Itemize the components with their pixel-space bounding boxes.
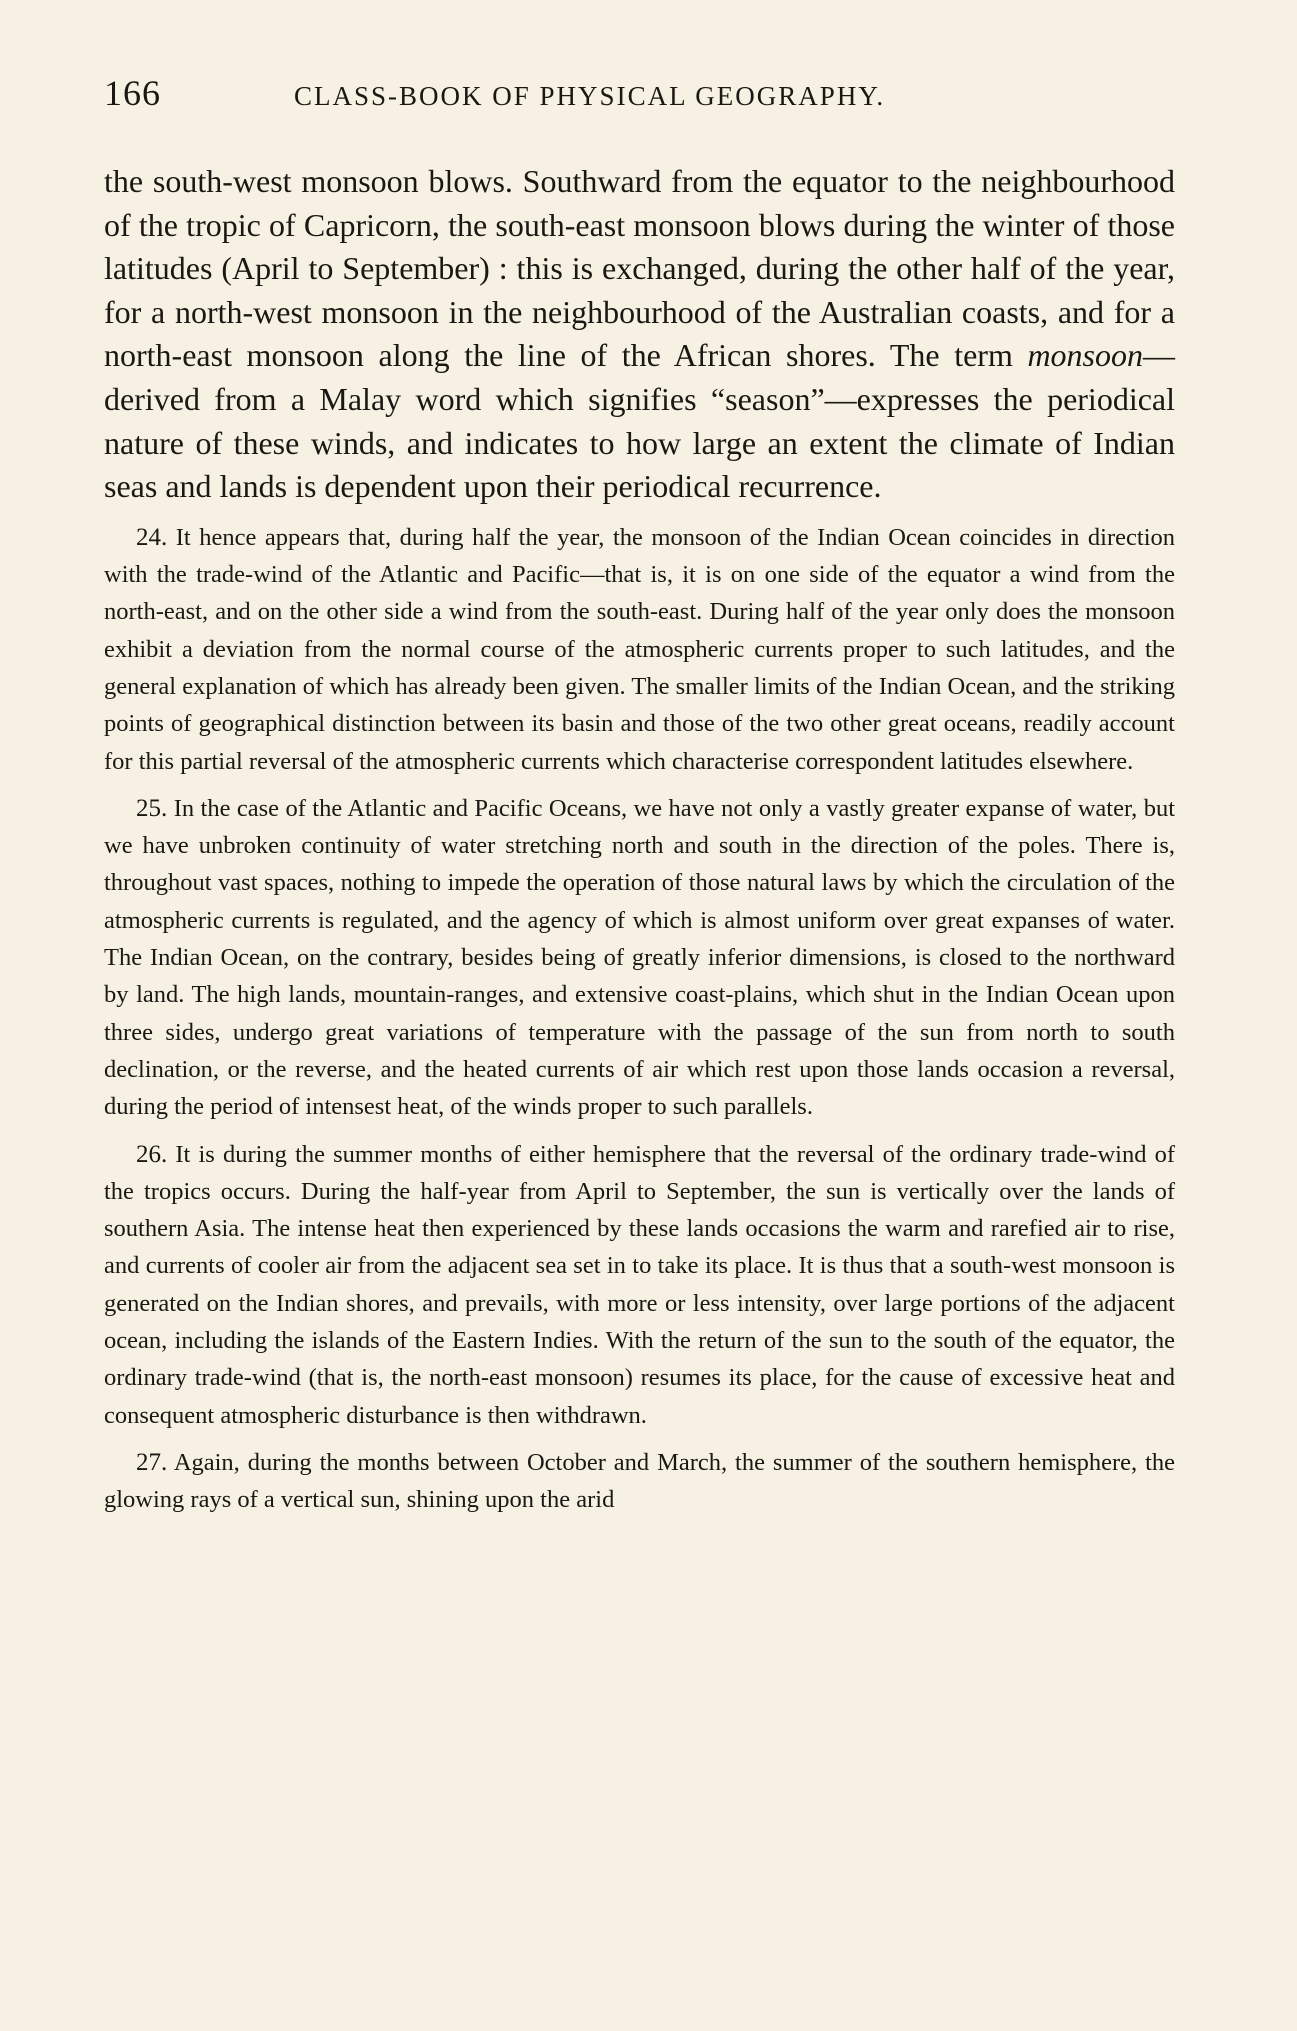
continued-paragraph — [104, 160, 1175, 509]
section-24 — [104, 519, 1175, 780]
section-25 — [104, 790, 1175, 1126]
section-text: In the case of the Atlantic and Pacific Oceans, we have not only a vastly greater expanse of water, but we have unbroken continuity of water stretching north and south in the direction of the poles. There is, throughout vast spaces, nothing to impede the operation of those natural laws by which the circulation of the atmospheric currents is regulated, and the agency of which is almost uniform over great expanses of water. The Indian Ocean, on the contrary, besides being of greatly inferior dimensions, is closed to the northward by land. The high lands, mountain-ranges, and extensive coast-plains, which shut in the Indian Ocean upon three sides, undergo great variations of temperature with the passage of the sun from north to south declination, or the reverse, and the heated currents of air which rest upon those lands occasion a reversal, during the period of intensest heat, of the winds proper to such parallels. — [104, 794, 1176, 1121]
page-number: 166 — [104, 73, 161, 113]
running-head — [104, 72, 1175, 124]
italic-term: monsoon — [1027, 337, 1143, 374]
paragraph-text-before-term: the south-west monsoon blows. Southward from the equator to the neighbourhood of the tropic of Capricorn, the south-east monsoon blows during the winter of those latitudes (April to September) : this is exchanged, during the other half of the year, for a north-west monsoon in the neighbourhood of the Australian coasts, and for a north-east monsoon along the line of the African shores. The term — [104, 163, 1175, 374]
section-number: 24. — [136, 523, 168, 551]
section-number: 26. — [136, 1140, 168, 1168]
section-number: 27. — [136, 1448, 168, 1476]
section-number: 25. — [136, 794, 168, 822]
section-27 — [104, 1444, 1175, 1519]
paragraph-text-after-term: —derived from a Malay word which signifies “season”—expresses the periodical nature of these winds, and indicates to how large an extent the climate of Indian seas and lands is dependent upon their periodical recurrence. — [104, 337, 1175, 505]
section-text: It is during the summer months of either hemisphere that the reversal of the ordinary trade-wind of the tropics occurs. During the half-year from April to September, the sun is vertically over the lands of southern Asia. The intense heat then experienced by these lands occasions the warm and rarefied air to rise, and currents of cooler air from the adjacent sea set in to take its place. It is thus that a south-west monsoon is generated on the Indian shores, and prevails, with more or less intensity, over large portions of the adjacent ocean, including the islands of the Eastern Indies. With the return of the sun to the south of the equator, the ordinary trade-wind (that is, the north-east monsoon) resumes its place, for the cause of excessive heat and consequent atmospheric disturbance is then withdrawn. — [104, 1140, 1176, 1429]
section-text: Again, during the months between October and March, the summer of the southern hemisphere, the glowing rays of a vertical sun, shining upon the arid — [104, 1448, 1176, 1514]
section-text: It hence appears that, during half the year, the monsoon of the Indian Ocean coincides in direction with the trade-wind of the Atlantic and Pacific—that is, it is on one side of the equator a wind from the north-east, and on the other side a wind from the south-east. During half of the year only does the monsoon exhibit a deviation from the normal course of the atmospheric currents proper to such latitudes, and the general explanation of which has already been given. The smaller limits of the Indian Ocean, and the striking points of geographical distinction between its basin and those of the two other great oceans, readily account for this partial reversal of the atmospheric currents which characterise correspondent latitudes elsewhere. — [104, 523, 1175, 775]
section-26 — [104, 1136, 1175, 1434]
running-title: CLASS-BOOK OF PHYSICAL GEOGRAPHY. — [294, 81, 886, 111]
